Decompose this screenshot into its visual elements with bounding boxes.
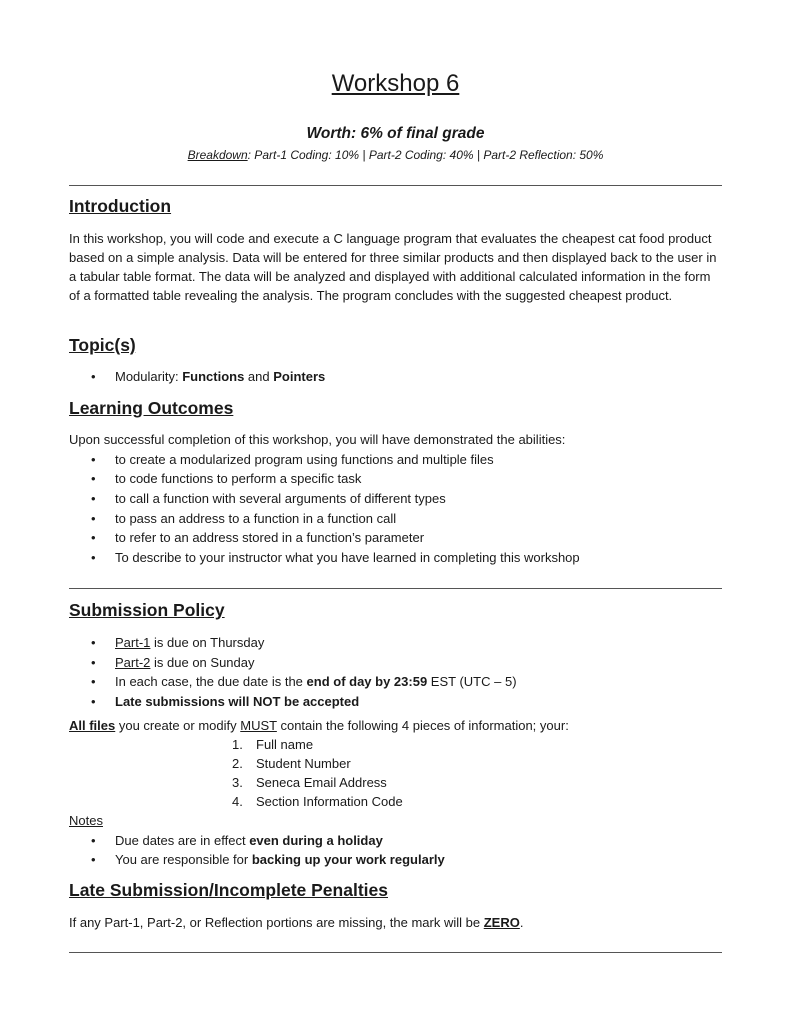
list-item: • Late submissions will NOT be accepted (91, 694, 360, 709)
list-item: • To describe to your instructor what you have learned in completing this workshop (91, 550, 580, 565)
divider (69, 952, 722, 953)
list-item: 1. Full name (232, 737, 314, 752)
list-item: 4. Section Information Code (232, 794, 403, 809)
breakdown-label: Breakdown (187, 148, 248, 162)
list-item: • Modularity: Functions and Pointers (91, 369, 326, 384)
penalties-heading: Late Submission/Incomplete Penalties (69, 880, 388, 900)
divider (69, 588, 722, 589)
list-item: • You are responsible for backing up your work regularly (91, 852, 445, 867)
list-item: • to refer to an address stored in a function’s parameter (91, 530, 425, 545)
page-title: Workshop 6 (331, 70, 460, 97)
divider (69, 185, 722, 186)
list-item: • to call a function with several arguments of different types (91, 491, 446, 506)
all-files-note: All files you create or modify MUST contain the following 4 pieces of information; your: (69, 718, 569, 733)
grade-worth: Worth: 6% of final grade (306, 125, 485, 142)
list-item: • to pass an address to a function in a function call (91, 511, 397, 526)
list-item: • Part-2 is due on Sunday (91, 655, 255, 670)
introduction-text: In this workshop, you will code and execute a C language program that evaluates the cheapest cat food product based on a simple analysis. Data will be entered for three similar products and then displayed back to the user in a tabular table format. The data will be analyzed and displayed with additional calculated information in the form of a formatted table revealing the analysis. The program concludes with the suggested cheapest product. (69, 231, 717, 303)
list-item: • In each case, the due date is the end of day by 23:59 EST (UTC – 5) (91, 674, 517, 689)
list-item: • to code functions to perform a specific task (91, 471, 362, 486)
penalties-text: If any Part-1, Part-2, or Reflection portions are missing, the mark will be ZERO. (69, 915, 524, 930)
list-item: 2. Student Number (232, 756, 351, 771)
breakdown-text: : Part-1 Coding: 10% | Part-2 Coding: 40% | Part-2 Reflection: 50% (247, 148, 604, 162)
outcomes-heading: Learning Outcomes (69, 398, 234, 418)
part2-link[interactable]: Part-2 (115, 655, 151, 670)
introduction-heading: Introduction (69, 196, 172, 216)
topics-heading: Topic(s) (69, 335, 136, 355)
submission-heading: Submission Policy (69, 600, 225, 620)
list-item: • Part-1 is due on Thursday (91, 635, 265, 650)
part1-link[interactable]: Part-1 (115, 635, 151, 650)
outcomes-intro: Upon successful completion of this workshop, you will have demonstrated the abilities: (69, 432, 566, 447)
list-item: • Due dates are in effect even during a holiday (91, 833, 383, 848)
list-item: 3. Seneca Email Address (232, 775, 387, 790)
list-item: • to create a modularized program using functions and multiple files (91, 452, 494, 467)
notes-label: Notes (69, 813, 103, 828)
grade-breakdown (69, 148, 722, 162)
